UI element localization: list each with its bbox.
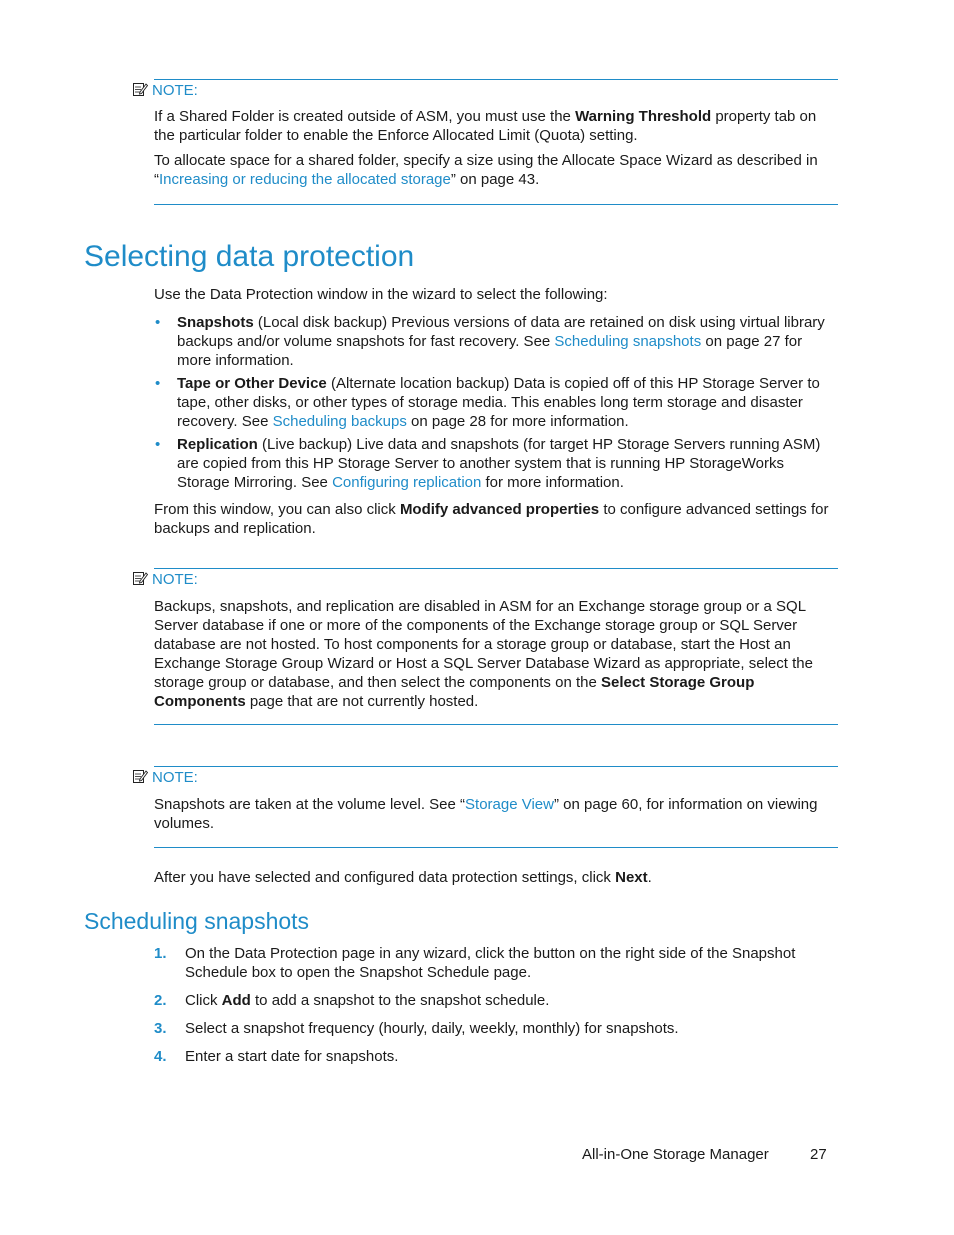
text: Click [185,992,222,1009]
note-paragraph [154,597,842,711]
note-box-snapshots-volume [154,766,838,848]
note-label: NOTE: [152,82,198,99]
page-footer [582,1145,827,1164]
step-number: 2. [154,992,167,1009]
bold-term: Replication [177,436,258,453]
step-item [154,944,834,984]
text: ” on page 60, for information on viewing volumes. [154,796,818,832]
bullet-marker: • [155,436,161,453]
bold-term: Add [221,992,251,1009]
text: on page 27 for more information. [177,333,803,369]
bold-term: Snapshots [177,314,254,331]
link-configuring-replication[interactable]: Configuring replication [332,474,482,491]
text: To allocate space for a shared folder, specify a size using the Allocate Space Wizard as described in “ [154,152,818,188]
step-text [185,1047,825,1066]
footer-title: All-in-One Storage Manager [582,1146,769,1163]
advanced-paragraph [154,500,838,538]
step-number: 3. [154,1020,167,1037]
note-label: NOTE: [152,769,198,786]
bullet-text [177,435,837,492]
note-pencil-icon [132,768,148,789]
note-header [132,81,198,100]
bold-term: Warning Threshold [575,108,712,125]
note-header [132,768,198,787]
bold-term: Modify advanced properties [399,501,600,518]
section-title: Selecting data protection [84,240,415,273]
text: Snapshots are taken at the volume level. See “ [154,796,466,813]
intro-paragraph: Use the Data Protection window in the wizard to select the following: [154,286,608,303]
link-scheduling-snapshots[interactable]: Scheduling snapshots [554,333,702,350]
text: Backups, snapshots, and replication are disabled in ASM for an Exchange storage group or a SQL Server database if one or more of the components of the Exchange storage group or SQL Server database are not hosted. To host components for a storage group or database, start the Host an Exchange Storage Group Wizard or Host a SQL Server Database Wizard as appropriate, select the storage group or database, and then select the components on the [154,598,813,691]
step-item [154,1047,834,1067]
note-top-rule [154,568,838,569]
step-text [185,991,825,1010]
text: (Local disk backup) Previous versions of data are retained on disk using virtual library backups and/or volume snapshots for fast recovery. See [177,314,825,350]
note-bottom-rule [154,724,838,725]
text: If a Shared Folder is created outside of ASM, you must use the [154,108,576,125]
step-item [154,1019,834,1039]
note-pencil-icon [132,81,148,102]
text: on page 28 for more information. [406,413,629,430]
text: On the Data Protection page in any wizard, click the button on the right side of the Snapshot Schedule box to open the Snapshot Schedule page. [185,945,796,981]
text: (Live backup) Live data and snapshots (for target HP Storage Servers running ASM) are copied from this HP Storage Server to another system that is running HP StorageWorks Storage Mirroring. See [177,436,821,491]
note-top-rule [154,766,838,767]
link-increasing-reducing-storage[interactable]: Increasing or reducing the allocated storage [159,171,451,188]
text: After you have selected and configured data protection settings, click [154,869,616,886]
list-item-tape [155,374,835,432]
bold-term: Select Storage Group Components [154,674,755,710]
link-scheduling-backups[interactable]: Scheduling backups [272,413,407,430]
note-pencil-icon [132,570,148,591]
text: From this window, you can also click [154,501,400,518]
bullet-marker: • [155,375,161,392]
text: page that are not currently hosted. [245,693,479,710]
note-box-shared-folder [154,79,838,205]
text: to add a snapshot to the snapshot schedule. [250,992,550,1009]
step-item [154,991,834,1011]
text: Enter a start date for snapshots. [185,1048,399,1065]
text: to configure advanced settings for backups and replication. [154,501,829,537]
after-paragraph [154,868,838,887]
text: . [647,869,652,886]
text: property tab on the particular folder to enable the Enforce Allocated Limit (Quota) setting. [154,108,817,144]
link-storage-view[interactable]: Storage View [465,796,554,813]
note-paragraph [154,795,838,833]
note-paragraph [154,107,838,145]
text: Select a snapshot frequency (hourly, daily, weekly, monthly) for snapshots. [185,1020,679,1037]
text: for more information. [481,474,624,491]
bullet-text [177,313,837,370]
bold-term: Tape or Other Device [177,375,327,392]
note-paragraph [154,151,838,189]
note-label: NOTE: [152,571,198,588]
text: ” on page 43. [450,171,540,188]
note-bottom-rule [154,847,838,848]
bullet-marker: • [155,314,161,331]
note-top-rule [154,79,838,80]
bullet-text [177,374,837,431]
step-number: 1. [154,945,167,962]
step-text [185,1019,825,1038]
list-item-replication [155,435,835,493]
text: (Alternate location backup) Data is copied off of this HP Storage Server to tape, other disks, or other types of storage media. This enables long term storage and disaster recovery. See [177,375,820,430]
bold-term: Next [615,869,648,886]
list-item-snapshots [155,313,835,371]
note-box-disabled-protection [154,568,838,725]
note-header [132,570,198,589]
note-bottom-rule [154,204,838,205]
step-text [185,944,825,982]
page-number: 27 [810,1146,827,1163]
step-number: 4. [154,1048,167,1065]
subsection-title: Scheduling snapshots [84,908,310,934]
